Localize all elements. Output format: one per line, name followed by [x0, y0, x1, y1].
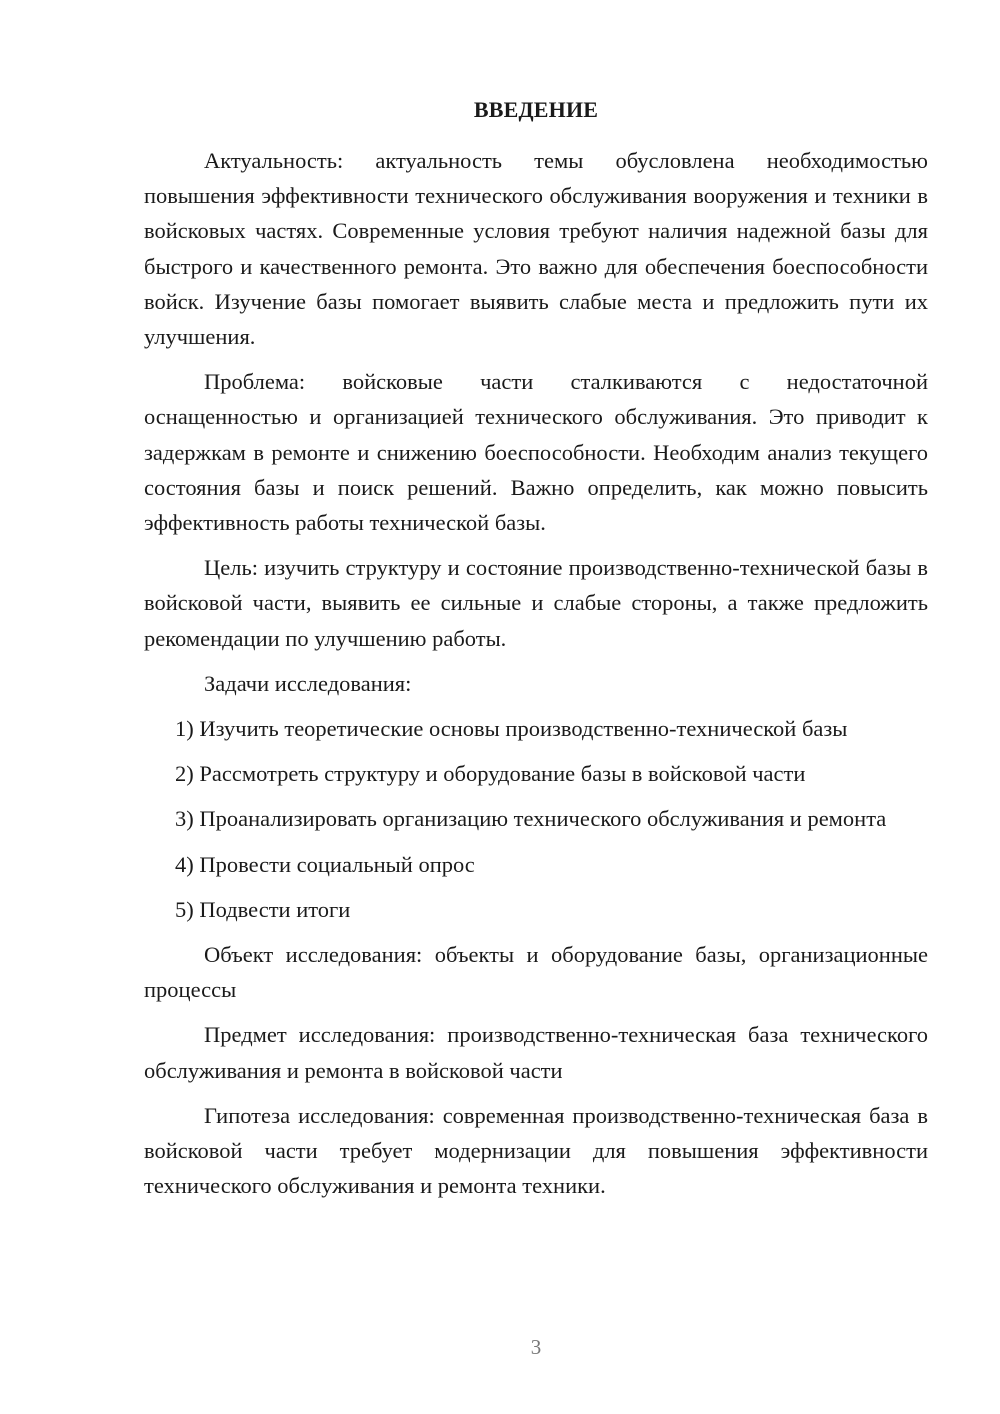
- paragraph-object: Объект исследования: объекты и оборудование базы, организационные процессы: [144, 942, 928, 1003]
- section-heading: ВВЕДЕНИЕ: [473, 97, 599, 122]
- task-item: 1) Изучить теоретические основы производственно-технической базы: [175, 716, 848, 742]
- task-item: 3) Проанализировать организацию технического обслуживания и ремонта: [175, 806, 887, 832]
- paragraph-subject: Предмет исследования: производственно-техническая база технического обслуживания и ремонта в войсковой части: [144, 1022, 928, 1083]
- task-item: 5) Подвести итоги: [175, 896, 351, 922]
- paragraph-hypothesis: Гипотеза исследования: современная производственно-техническая база в войсковой части требует модернизации для повышения эффективности технического обслуживания и ремонта техники.: [144, 1102, 928, 1199]
- page-number: 3: [530, 1335, 542, 1359]
- paragraph-problem: Проблема: войсковые части сталкиваются с недостаточной оснащенностью и организацией технического обслуживания. Это приводит к задержкам в ремонте и снижению боеспособности. Необходим анализ текущего состояния базы и поиск решений. Важно определить, как можно повысить эффективность работы технической базы.: [144, 369, 928, 536]
- paragraph-relevance: Актуальность: актуальность темы обусловлена необходимостью повышения эффективности технического обслуживания вооружения и техники в войсковых частях. Современные условия требуют наличия надежной базы для быстрого и качественного ремонта. Это важно для обеспечения боеспособности войск. Изучение базы помогает выявить слабые места и предложить пути их улучшения.: [144, 148, 928, 350]
- task-item: 2) Рассмотреть структуру и оборудование базы в войсковой части: [175, 761, 806, 787]
- task-item: 4) Провести социальный опрос: [175, 851, 475, 877]
- document-page: [144, 94, 928, 1203]
- paragraph-goal: Цель: изучить структуру и состояние производственно-технической базы в войсковой части, выявить ее сильные и слабые стороны, а также предложить рекомендации по улучшению работы.: [144, 555, 928, 651]
- paragraph-tasks-intro: Задачи исследования:: [204, 670, 412, 696]
